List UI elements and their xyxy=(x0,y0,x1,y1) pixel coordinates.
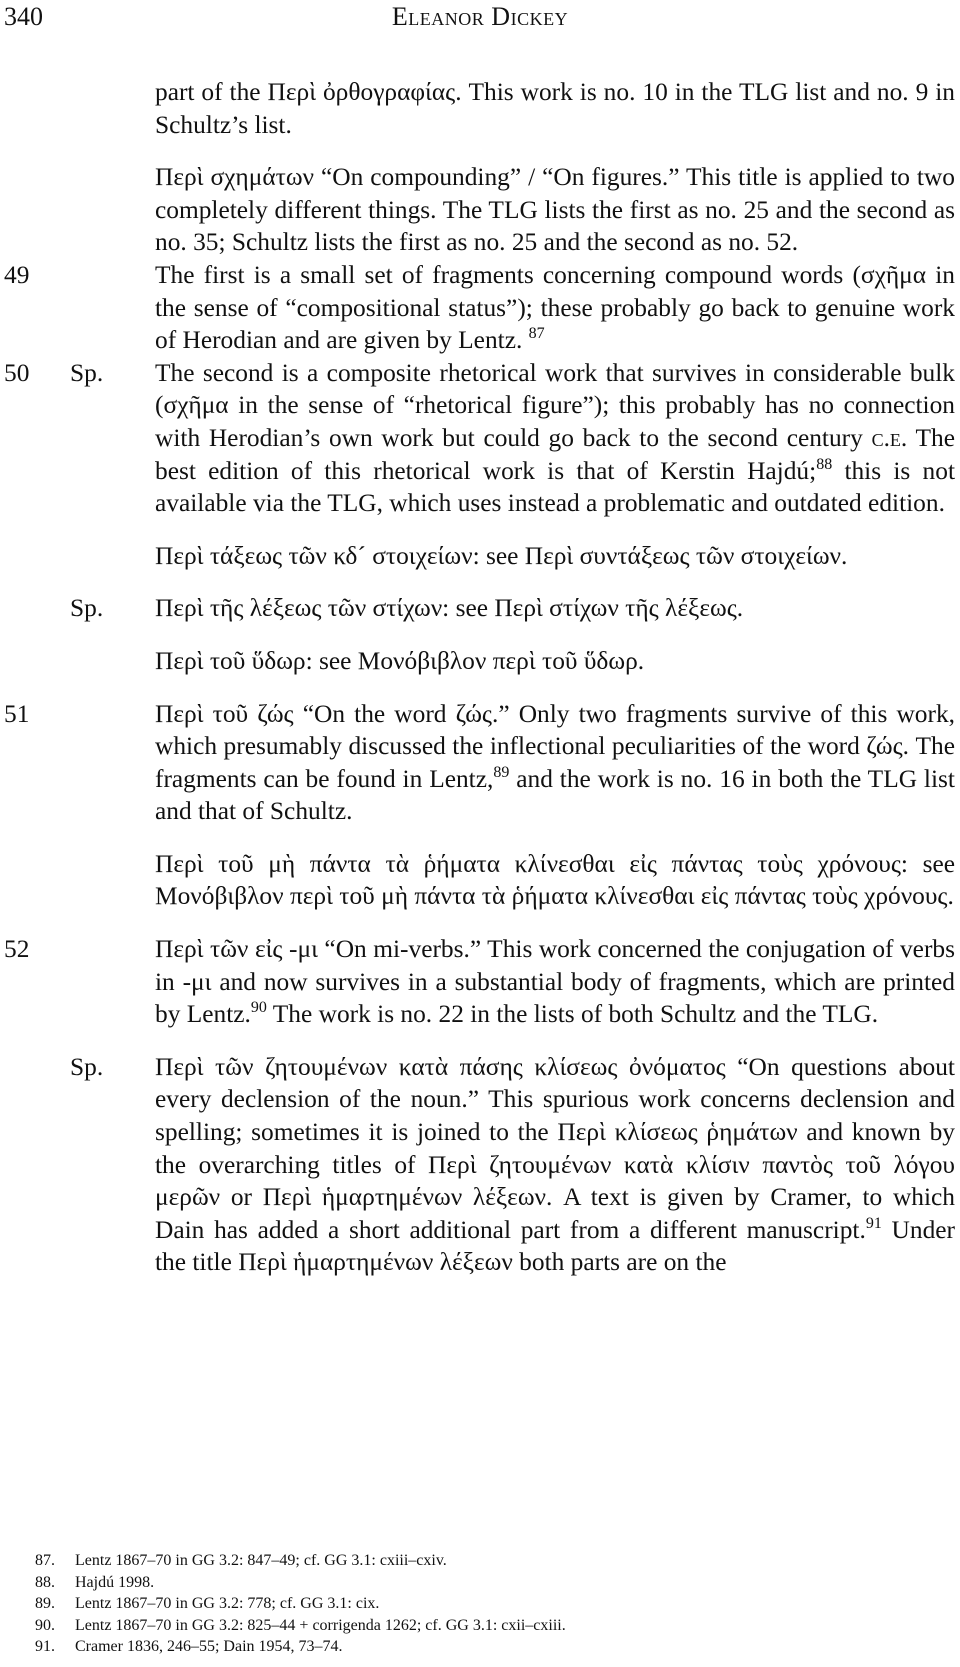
paragraph xyxy=(155,76,955,141)
footnote-text: Lentz 1867–70 in GG 3.2: 778; cf. GG 3.1: cix. xyxy=(75,1595,380,1612)
paragraph-text: this is not available via the TLG, which uses instead a problematic and outdated edition. xyxy=(155,456,955,518)
paragraph-text: Περὶ τάξεως τῶν κδ´ στοιχείων: see Περὶ συντάξεως τῶν στοιχείων. xyxy=(155,541,848,570)
page-header xyxy=(0,2,960,38)
paragraph xyxy=(70,592,955,625)
footnote-text: Lentz 1867–70 in GG 3.2: 825–44 + corrigenda 1262; cf. GG 3.1: cxii–cxiii. xyxy=(75,1616,566,1634)
footnote-number: 88. xyxy=(35,1573,55,1591)
footnote-number: 87. xyxy=(35,1552,55,1569)
paragraph xyxy=(155,540,955,573)
spurious-marker: Sp. xyxy=(70,594,104,623)
paragraph xyxy=(4,933,955,1031)
page-number: 340 xyxy=(4,2,43,31)
paragraph-text: Under the title Περὶ ἡμαρτημένων λέξεων both parts are on the xyxy=(155,1215,955,1277)
spurious-marker: Sp. xyxy=(70,1052,104,1081)
paragraph-text: and the work is no. 16 in both the TLG list and that of Schultz. xyxy=(155,764,955,826)
margin-number: 51 xyxy=(4,699,30,728)
footnote-number: 91. xyxy=(35,1638,55,1655)
footnote xyxy=(0,1593,960,1615)
margin-number: 49 xyxy=(4,260,30,289)
spurious-marker: Sp. xyxy=(70,358,104,387)
footnote-ref[interactable]: 89 xyxy=(493,763,510,781)
paragraph xyxy=(155,645,955,678)
footnote-text: Cramer 1836, 246–55; Dain 1954, 73–74. xyxy=(75,1638,343,1655)
running-head: Eleanor Dickey xyxy=(391,2,569,31)
paragraph xyxy=(4,357,955,520)
paragraph xyxy=(4,259,955,357)
paragraph-text: Περὶ τῶν ζητουμένων κατὰ πάσης κλίσεως ὀνόματος “On questions about every declension of the noun.” This spurious work concerns declension and spelling; sometimes it is joined to the Περὶ κλίσεως ῥημάτων and known by the overarching titles of Περὶ ζητουμένων κατὰ κλίσιν παντὸς τοῦ λόγου μερῶν or Περὶ ἡμαρτημένων λέξεων. A text is given by Cramer, to which Dain has added a short additional part from a different manuscript. xyxy=(155,1052,955,1244)
footnotes xyxy=(0,1550,960,1658)
footnote-ref[interactable]: 88 xyxy=(816,455,833,473)
footnote-number: 89. xyxy=(35,1595,55,1612)
footnote-number: 90. xyxy=(35,1616,55,1634)
footnote-text: Lentz 1867–70 in GG 3.2: 847–49; cf. GG 3.1: cxiii–cxiv. xyxy=(75,1552,447,1569)
paragraph-text: Περὶ τῶν εἰς -μι “On mi-verbs.” This work concerned the conjugation of verbs in -μι and now survives in a substantial body of fragments, which are printed by Lentz. xyxy=(155,935,955,1029)
era-abbrev: c.e. xyxy=(871,423,908,452)
footnote xyxy=(0,1572,960,1594)
footnote-ref[interactable]: 90 xyxy=(250,999,267,1017)
body-text xyxy=(0,76,960,1279)
paragraph-text: The work is no. 22 in the lists of both Schultz and the TLG. xyxy=(272,1000,879,1029)
paragraph xyxy=(155,848,955,913)
footnote xyxy=(0,1615,960,1637)
paragraph-text: Περὶ τοῦ μὴ πάντα τὰ ῥήματα κλίνεσθαι εἰς πάντας τοὺς χρόνους: see Μονόβιβλον περὶ τοῦ μὴ πάντα τὰ ῥήματα κλίνεσθαι εἰς πάντας τοὺς χρόνους. xyxy=(155,849,955,911)
paragraph-text: Περὶ σχημάτων “On compounding” / “On figures.” This title is applied to two completely different things. The TLG lists the first as no. 25 and the second as no. 35; Schultz lists the first as no. 25 and the second as no. 52. xyxy=(155,163,955,257)
paragraph-text: Περὶ τῆς λέξεως τῶν στίχων: see Περὶ στίχων τῆς λέξεως. xyxy=(155,594,744,623)
paragraph xyxy=(4,698,955,828)
paragraph-text: part of the Περὶ ὀρθογραφίας. This work is no. 10 in the TLG list and no. 9 in Schultz’s list. xyxy=(155,78,955,139)
paragraph-text: Περὶ τοῦ ζώς “On the word ζώς.” Only two fragments survive of this work, which presumably discussed the inflectional peculiarities of the word ζώς. The fragments can be found in Lentz, xyxy=(155,699,955,793)
margin-number: 52 xyxy=(4,935,30,964)
footnote xyxy=(0,1636,960,1658)
paragraph-text: Περὶ τοῦ ὕδωρ: see Μονόβιβλον περὶ τοῦ ὕδωρ. xyxy=(155,646,645,675)
footnote-ref[interactable]: 87 xyxy=(528,325,545,343)
paragraph xyxy=(70,1051,955,1279)
footnote xyxy=(0,1550,960,1572)
footnote-text: Hajdú 1998. xyxy=(75,1573,155,1591)
paragraph-text: The first is a small set of fragments concerning compound words (σχῆμα in the sense of “compositional status”); these probably go back to genuine work of Herodian and are given by Lentz. xyxy=(155,260,955,355)
paragraph xyxy=(155,161,955,259)
footnote-ref[interactable]: 91 xyxy=(865,1214,882,1232)
paragraph-text: The second is a composite rhetorical work that survives in considerable bulk (σχῆμα in the sense of “rhetorical figure”); this probably has no connection with Herodian’s own work but could go back to the second century xyxy=(155,358,955,452)
paragraph-text: The best edition of this rhetorical work is that of Kerstin Hajdú; xyxy=(155,423,955,485)
margin-number: 50 xyxy=(4,358,30,387)
